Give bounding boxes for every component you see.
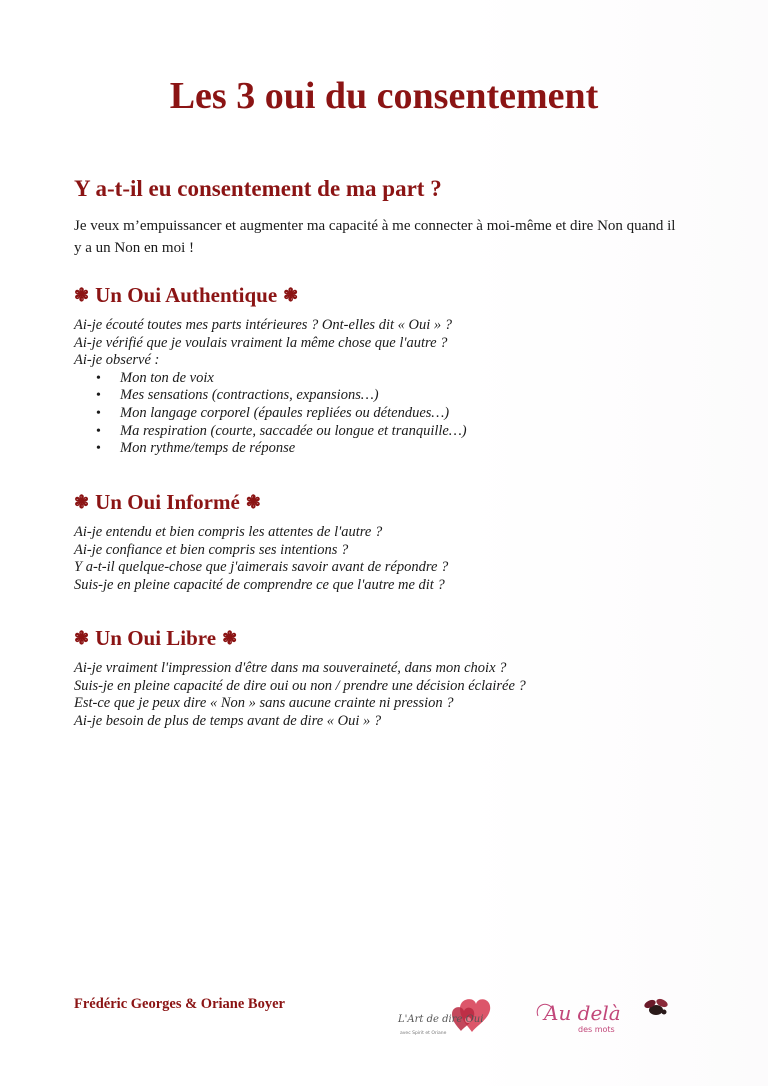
section-heading-label: Un Oui Informé bbox=[95, 490, 240, 514]
section-body-informe bbox=[74, 524, 448, 594]
list-item: • Ma respiration (courte, saccadée ou longue et tranquille…) bbox=[96, 422, 467, 439]
section-body-libre bbox=[74, 660, 526, 730]
logo-lettering: L'Art de dire Oui bbox=[398, 1014, 484, 1025]
question-line: Y a-t-il quelque-chose que j'aimerais savoir avant de répondre ? bbox=[74, 559, 449, 576]
flower-star-icon: ❃ bbox=[245, 492, 261, 512]
intro-line: Je veux m’empuissancer et augmenter ma capacité à me connecter à moi-même et dire Non quand il bbox=[74, 218, 676, 234]
question-line: Ai-je vérifié que je voulais vraiment la même chose que l'autre ? bbox=[74, 334, 448, 351]
list-item: • Mon ton de voix bbox=[96, 369, 214, 386]
flower-star-icon: ❃ bbox=[283, 285, 299, 305]
bee-icon bbox=[643, 997, 669, 1015]
section-body-authentique bbox=[74, 317, 467, 458]
art-de-dire-oui-logo bbox=[394, 990, 492, 1038]
section-heading-label: Un Oui Authentique bbox=[95, 283, 278, 307]
flower-star-icon: ❃ bbox=[74, 628, 90, 648]
question-line: Ai-je écouté toutes mes parts intérieures ? Ont-elles dit « Oui » ? bbox=[74, 317, 453, 333]
bullet-icon: • bbox=[96, 441, 101, 457]
intro-paragraph bbox=[74, 215, 699, 259]
observation-list bbox=[74, 370, 467, 458]
page-title: Les 3 oui du consentement bbox=[169, 75, 599, 117]
section-heading-libre bbox=[74, 626, 237, 651]
bullet-icon: • bbox=[96, 423, 101, 439]
list-item: • Mes sensations (contractions, expansions…) bbox=[96, 387, 379, 404]
section-heading-authentique bbox=[74, 283, 298, 308]
logo-small-lettering: avec Spirit et Oriane bbox=[400, 1031, 447, 1036]
bullet-icon: • bbox=[96, 388, 101, 404]
question-line: Suis-je en pleine capacité de comprendre ce que l'autre me dit ? bbox=[74, 576, 445, 593]
subtitle-heading: Y a-t-il eu consentement de ma part ? bbox=[74, 176, 442, 201]
list-item: • Mon langage corporel (épaules repliées ou détendues…) bbox=[96, 404, 450, 421]
bullet-icon: • bbox=[96, 370, 101, 386]
list-item: • Mon rythme/temps de réponse bbox=[96, 440, 296, 457]
question-line: Ai-je observé : bbox=[74, 352, 160, 369]
flower-star-icon: ❃ bbox=[222, 628, 238, 648]
question-line: Suis-je en pleine capacité de dire oui ou non / prendre une décision éclairée ? bbox=[74, 677, 526, 694]
question-line: Ai-je confiance et bien compris ses intentions ? bbox=[74, 541, 349, 558]
question-line: Ai-je besoin de plus de temps avant de dire « Oui » ? bbox=[74, 712, 382, 729]
intro-line: y a un Non en moi ! bbox=[74, 240, 194, 256]
flower-star-icon: ❃ bbox=[74, 492, 90, 512]
logo-lettering: Au delà bbox=[544, 1001, 621, 1025]
question-line: Ai-je entendu et bien compris les attentes de l'autre ? bbox=[74, 524, 383, 540]
question-line: Ai-je vraiment l'impression d'être dans ma souveraineté, dans mon choix ? bbox=[74, 660, 507, 676]
section-heading-informe bbox=[74, 490, 261, 515]
footer-authors: Frédéric Georges & Oriane Boyer bbox=[74, 996, 285, 1012]
flower-star-icon: ❃ bbox=[74, 285, 90, 305]
question-line: Est-ce que je peux dire « Non » sans aucune crainte ni pression ? bbox=[74, 695, 454, 712]
logo-sub-lettering: des mots bbox=[578, 1025, 615, 1034]
section-heading-label: Un Oui Libre bbox=[95, 626, 217, 650]
au-dela-des-mots-logo bbox=[532, 994, 676, 1036]
bullet-icon: • bbox=[96, 405, 101, 421]
